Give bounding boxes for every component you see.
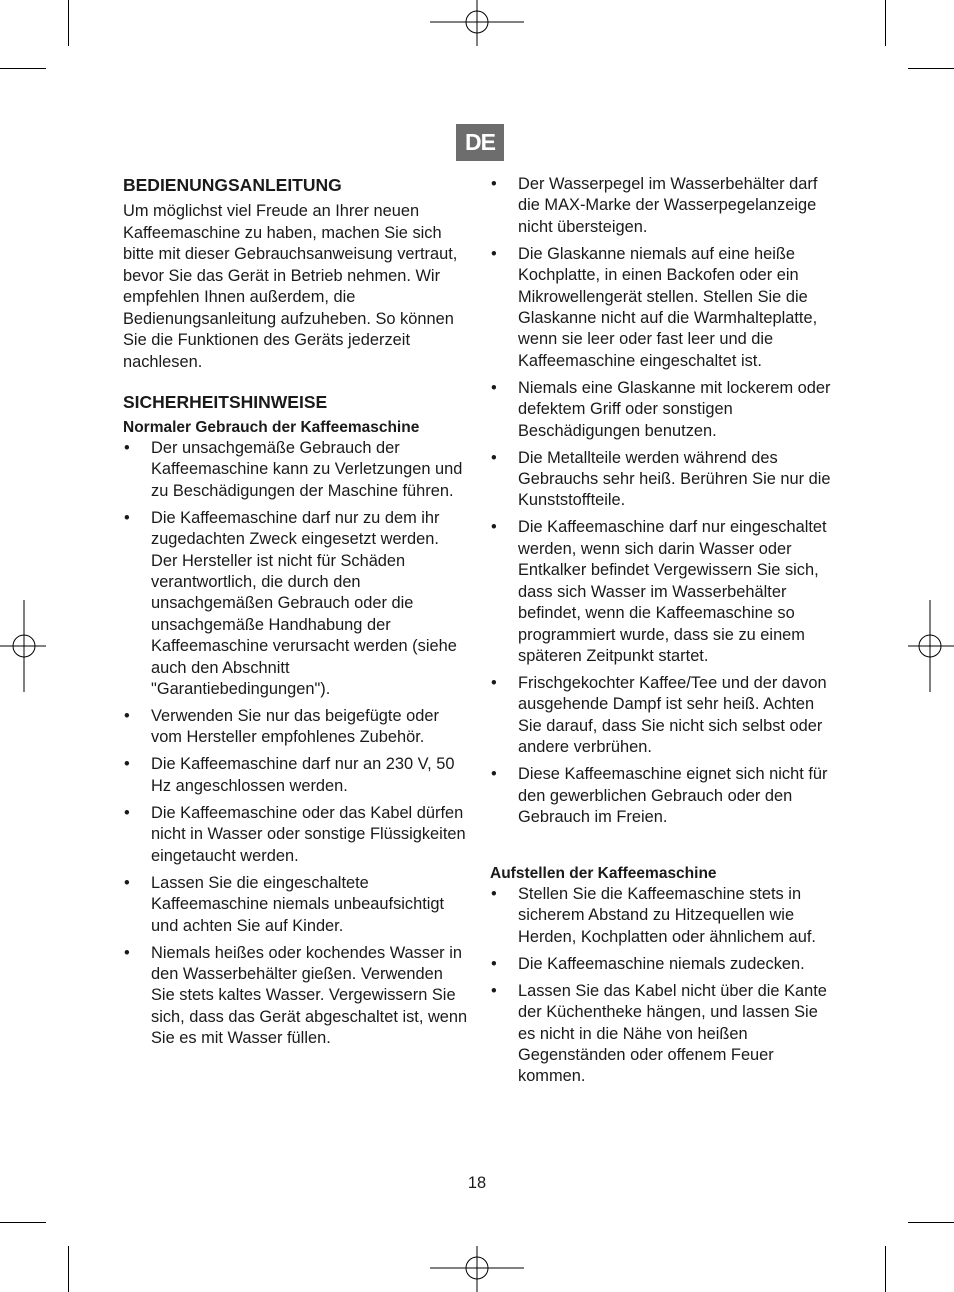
registration-mark-left xyxy=(0,600,46,692)
crop-mark xyxy=(0,68,46,69)
list-item: • Niemals eine Glaskanne mit lockerem oder defektem Griff oder sonstigen Beschädigungen benutzen. xyxy=(491,378,831,440)
bullet-glyph: • xyxy=(491,244,497,263)
crop-mark xyxy=(68,1246,69,1292)
crop-mark xyxy=(908,68,954,69)
language-tag: DE xyxy=(456,124,504,161)
registration-mark-bottom xyxy=(430,1246,524,1292)
list-item: • Die Kaffeemaschine oder das Kabel dürfen nicht in Wasser oder sonstige Flüssigkeiten eingetaucht werden. xyxy=(124,803,466,865)
list-item: • Der unsachgemäße Gebrauch der Kaffeemaschine kann zu Verletzungen und zu Beschädigungen der Maschine führen. xyxy=(124,439,463,500)
list-item: • Die Kaffeemaschine darf nur zu dem ihr zugedachten Zweck eingesetzt werden. Der Hersteller ist nicht für Schäden verantwortlich, die durch den unsachgemäßen Gebrauch oder die unsachgemäße Handhabung der Kaffeemaschine verursacht werden (siehe auch den Abschnitt "Garantiebedingungen"). xyxy=(124,508,457,699)
registration-mark-right xyxy=(908,600,954,692)
normal-use-title: Normaler Gebrauch der Kaffeemaschine xyxy=(123,419,420,436)
crop-mark xyxy=(908,1222,954,1223)
bullet-glyph: • xyxy=(491,175,497,193)
manual-title: BEDIENUNGSANLEITUNG xyxy=(123,175,342,195)
bullet-glyph: • xyxy=(124,803,130,822)
list-item: • Die Kaffeemaschine niemals zudecken. xyxy=(490,954,835,975)
crop-mark xyxy=(885,0,886,46)
intro-paragraph: Um möglichst viel Freude an Ihrer neuen Kaffeemaschine zu haben, machen Sie sich bitte mit dieser Gebrauchsanweisung vertraut, bevor Sie das Gerät in Betrieb nehmen. Wir empfehlen Ihnen außerdem, die Bedienungsanleitung aufzuheben. So können Sie die Funktionen des Geräts jederzeit nachlesen. xyxy=(123,202,458,371)
crop-mark xyxy=(885,1246,886,1292)
safety-list-continued xyxy=(490,174,835,828)
list-item: • Niemals heißes oder kochendes Wasser in den Wasserbehälter gießen. Verwenden Sie stets kaltes Wasser. Vergewissern Sie sich, dass das Gerät abgeschaltet ist, wenn Sie es mit Wasser füllen. xyxy=(124,943,468,1048)
list-item: • Diese Kaffeemaschine eignet sich nicht für den gewerblichen Gebrauch oder den Gebrauch im Freien. xyxy=(491,765,828,826)
safety-list xyxy=(123,438,468,1050)
list-item: • Die Kaffeemaschine darf nur eingeschaltet werden, wenn sich darin Wasser oder Entkalker befindet Vergewissern Sie sich, dass sich Wasser im Wasserbehälter befindet, wenn die Kaffeemaschine so programmiert wurde, dass sie zu einem späteren Zeitpunkt startet. xyxy=(491,518,827,665)
right-column xyxy=(490,174,835,1093)
bullet-glyph: • xyxy=(491,378,497,397)
bullet-glyph: • xyxy=(491,448,497,467)
bullet-glyph: • xyxy=(491,518,497,537)
setup-title: Aufstellen der Kaffeemaschine xyxy=(490,864,717,882)
bullet-glyph: • xyxy=(491,765,497,784)
list-item: • Lassen Sie die eingeschaltete Kaffeemaschine niemals unbeaufsichtigt und achten Sie auf Kinder. xyxy=(124,873,445,935)
setup-list xyxy=(490,884,835,1088)
list-item: • Die Metallteile werden während des Gebrauchs sehr heiß. Berühren Sie nur die Kunststoffteile. xyxy=(491,448,831,510)
crop-mark xyxy=(68,0,69,46)
list-item: • Die Glaskanne niemals auf eine heiße Kochplatte, in einen Backofen oder ein Mikrowellengerät stellen. Stellen Sie die Glaskanne nicht auf die Warmhalteplatte, wenn sie leer oder fast leer und die Kaffeemaschine eingeschaltet ist. xyxy=(491,244,818,370)
bullet-glyph: • xyxy=(124,873,130,892)
bullet-glyph: • xyxy=(491,884,497,903)
bullet-glyph: • xyxy=(491,981,497,1000)
bullet-glyph: • xyxy=(491,954,497,973)
bullet-glyph: • xyxy=(124,755,130,774)
registration-mark-top xyxy=(430,0,524,46)
left-column xyxy=(123,174,468,1055)
list-item: • Der Wasserpegel im Wasserbehälter darf die MAX-Marke der Wasserpegelanzeige nicht übersteigen. xyxy=(491,175,818,236)
crop-mark xyxy=(0,1222,46,1223)
list-item: • Frischgekochter Kaffee/Tee und der davon ausgehende Dampf ist sehr heiß. Achten Sie darauf, dass Sie nicht sich selbst oder andere verbrühen. xyxy=(491,673,827,757)
page-number: 18 xyxy=(467,1174,487,1192)
bullet-glyph: • xyxy=(124,439,130,457)
bullet-glyph: • xyxy=(124,707,130,726)
list-item: • Stellen Sie die Kaffeemaschine stets in sicherem Abstand zu Hitzequellen wie Herden, Kochplatten oder ähnlichem auf. xyxy=(491,884,816,946)
list-item: • Lassen Sie das Kabel nicht über die Kante der Küchentheke hängen, und lassen Sie es nicht in die Nähe von heißen Gegenständen oder offenem Feuer kommen. xyxy=(491,981,827,1086)
bullet-glyph: • xyxy=(124,943,130,962)
bullet-glyph: • xyxy=(124,508,130,527)
safety-title: SICHERHEITSHINWEISE xyxy=(123,392,328,412)
list-item: • Die Kaffeemaschine darf nur an 230 V, 50 Hz angeschlossen werden. xyxy=(124,755,455,795)
list-item: • Verwenden Sie nur das beigefügte oder vom Hersteller empfohlenes Zubehör. xyxy=(124,707,439,747)
bullet-glyph: • xyxy=(491,673,497,692)
